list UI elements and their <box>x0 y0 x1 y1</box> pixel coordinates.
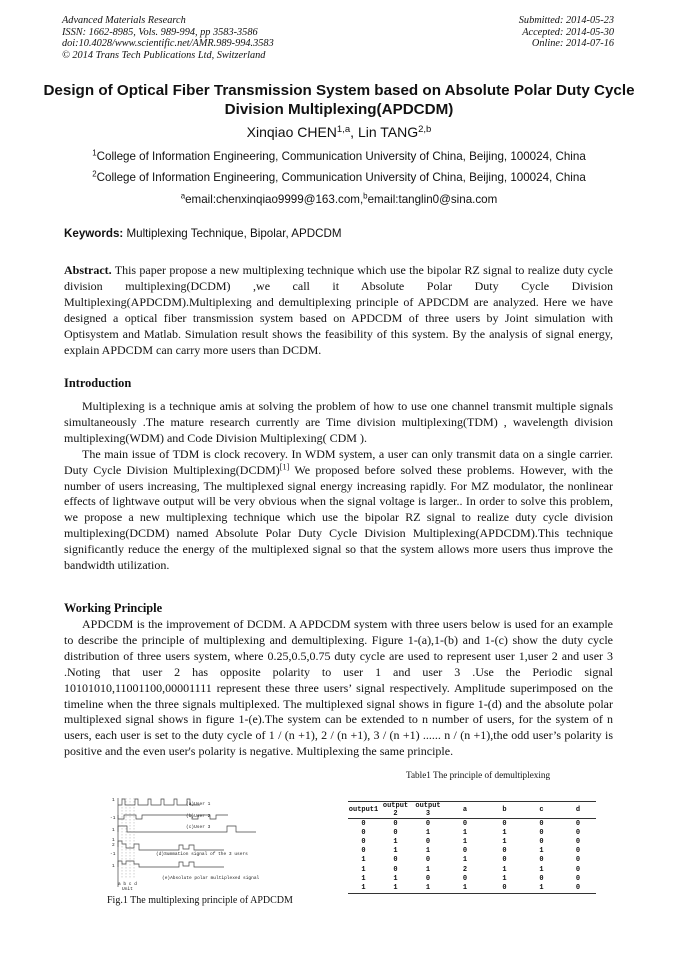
paper-title: Design of Optical Fiber Transmission System based on Absolute Polar Duty Cycle Division Multiplexing(APDCDM) <box>43 82 635 118</box>
keywords <box>64 227 342 240</box>
table-cell: 0 <box>425 856 431 865</box>
table-cell: 0 <box>486 883 523 893</box>
table-cell: 1 <box>379 883 412 893</box>
accepted-date: Accepted: 2014-05-30 <box>522 26 614 38</box>
introduction-heading: Introduction <box>64 376 132 390</box>
table-cell: 1 <box>348 883 379 893</box>
table-caption: Table1 The principle of demultiplexing <box>406 770 551 780</box>
table-cell: 0 <box>393 819 398 828</box>
abstract-text: This paper propose a new multiplexing technique which use the bipolar RZ signal to realize duty cycle division multiplexing(DCDM) ,we call it Absolute Polar Duty Cycle Division Multiplexing(APDCDM).Multiplexing and demultiplexing principle of APDCDM are analyzed. Here we have designed a optical fiber transmission system based on APDCDM of three users by Joint simulation with Optisystem and Matlab. Simulation result shows the feasibility of this system. By the analysis of signal energy, explain APDCDM can carry more users than DCDM. <box>64 263 613 357</box>
table-cell: 1 <box>425 847 431 856</box>
table-cell: 0 <box>361 828 366 837</box>
table-row <box>348 874 596 883</box>
table-cell: 1 <box>361 856 366 865</box>
affiliation-1 <box>0 150 678 163</box>
table-cell: 0 <box>575 837 581 846</box>
author-1: Xinqiao CHEN <box>246 124 337 140</box>
email-a[interactable]: email:chenxinqiao9999@163.com, <box>185 193 364 206</box>
fig-tick-4: 1 <box>112 838 115 843</box>
table-cell: 0 <box>502 856 507 865</box>
fig-tick-5: 2 <box>112 843 115 848</box>
copyright-line: © 2014 Trans Tech Publications Ltd, Switzerland <box>62 49 266 61</box>
table-cell: 0 <box>575 856 581 865</box>
fig-unit-label: Unit <box>122 887 133 891</box>
user2-waveform <box>118 815 228 819</box>
keywords-label: Keywords: <box>64 227 124 240</box>
table-cell: 0 <box>575 847 581 856</box>
fig-tick-1: 1 <box>112 798 115 803</box>
table-cell: 0 <box>539 828 544 837</box>
table-cell: 0 <box>539 837 544 846</box>
table-header-cell: b <box>486 802 523 819</box>
fig-label-d: (d)Summation signal of the 3 users <box>156 852 248 857</box>
table-row <box>348 837 596 846</box>
figure-caption: Fig.1 The multiplexing principle of APDCDM <box>107 895 293 906</box>
affiliation-2-sup: 2 <box>92 169 97 179</box>
intro-paragraph-2 <box>64 447 613 574</box>
online-date: Online: 2014-07-16 <box>531 38 614 50</box>
table-cell: 0 <box>393 865 398 874</box>
sum-waveform <box>118 841 224 850</box>
author-sep: , <box>350 124 358 140</box>
table-cell: 0 <box>425 837 431 846</box>
table-cell: 1 <box>361 865 366 874</box>
intro-p2-end: We proposed before solved these problems. However, with the number of users increasing, The multiplexed signal energy increasing rapidly. For MZ modulator, the nonlinear effects of lightwave output will be very obvious when the signal voltage is larger.. In order to solve this problem, we propose a new multiplexing technique which use the bipolar RZ signal to realize duty cycle division multiplexing(DCDM) named Absolute Polar Duty Cycle Division Multiplexing(APDCDM).This technique significantly reduce the energy of the multiplexed signal so that the system allows more users thus improve the bandwidth utilization. <box>64 462 613 573</box>
table-cell: 1 <box>425 828 431 837</box>
table-cell: 0 <box>393 828 398 837</box>
table-cell: 0 <box>502 847 507 856</box>
table-cell: 0 <box>560 883 596 893</box>
table-cell: 1 <box>462 856 468 865</box>
working-principle-heading: Working Principle <box>64 601 163 615</box>
table-cell: 1 <box>462 828 468 837</box>
fig-tick-3: 1 <box>112 828 115 833</box>
table-cell: 1 <box>462 837 468 846</box>
table-cell: 1 <box>502 828 507 837</box>
table-cell: 0 <box>502 819 507 828</box>
author-2: Lin TANG <box>357 124 419 140</box>
table-cell: 1 <box>412 883 444 893</box>
table-header-cell: d <box>560 802 596 819</box>
table-cell: 1 <box>393 837 398 846</box>
journal-header <box>62 15 274 61</box>
journal-name: Advanced Materials Research <box>62 15 186 26</box>
table-row <box>348 883 596 893</box>
email-b-sup: b <box>363 191 368 201</box>
table-cell: 0 <box>393 856 398 865</box>
demux-table <box>348 801 596 894</box>
table-cell: 2 <box>462 865 468 874</box>
table-header-cell: output 2 <box>379 802 412 819</box>
table-cell: 1 <box>361 874 366 883</box>
doi-line: doi:10.4028/www.scientific.net/AMR.989-994.3583 <box>62 38 274 50</box>
affiliation-1-text: College of Information Engineering, Communication University of China, Beijing, 100024, China <box>96 150 586 163</box>
email-a-sup: a <box>180 191 186 201</box>
affiliation-1-sup: 1 <box>92 148 97 158</box>
fig-tick-6: -1 <box>110 852 116 857</box>
table-cell: 0 <box>462 874 468 883</box>
table-row <box>348 819 596 829</box>
issn-line: ISSN: 1662-8985, Vols. 989-994, pp 3583-3586 <box>62 26 258 38</box>
table-cell: 1 <box>393 874 398 883</box>
table-row <box>348 856 596 865</box>
table-cell: 0 <box>462 847 468 856</box>
fig-tick-7: 1 <box>112 864 115 869</box>
author-line <box>0 124 678 140</box>
table-header-cell: c <box>523 802 560 819</box>
table-cell: 0 <box>575 874 581 883</box>
fig-label-b: (b)User 2 <box>186 814 211 819</box>
working-paragraph-1: APDCDM is the improvement of DCDM. A APDCDM system with three users below is used for an example to describe the principle of multiplexing and demultiplexing. Figure 1-(a),1-(b) and 1-(c) show the duty cycle distribution of three users system, where 0.25,0.5,0.75 duty cycle are used to represent user 1,user 2 and user 3 .Noting that user 2 has opposite polarity to user 1 and user 3 .Use the Periodic signal 10101010,11001100,00001111 represent these three users’ signal respectively. Amplitude superimposed on the timeline when the three signals multiplexed. The multiplexed signal shows in figure 1-(d) and the absolute polar multiplexed signal shows in figure 1-(e).The system can be extended to n number of users, for the system of n users, each user is set to the duty cycle of 1 / (n +1), 2 / (n +1), 3 / (n +1) ...... n / (n +1),the odd user’s polarity is positive and the even user's polarity is negative. Multiplexing the same principle. <box>64 617 613 759</box>
dates-header <box>519 15 614 50</box>
intro-paragraph-1: Multiplexing is a technique amis at solving the problem of how to use one channel transmit multiple signals simultaneously .The mature research currently are Time division multiplexing(TDM) , wavelength division multiplexing(WDM) and Code Division Multiplexing( CDM ). <box>64 399 613 445</box>
email-line <box>0 193 678 206</box>
table-cell: 0 <box>361 837 366 846</box>
keywords-text: Multiplexing Technique, Bipolar, APDCDM <box>123 227 342 240</box>
submitted-date: Submitted: 2014-05-23 <box>518 15 614 26</box>
table-cell: 0 <box>361 819 366 828</box>
citation-ref[interactable]: [1] <box>279 462 290 472</box>
working-principle-body <box>64 617 613 760</box>
fig-label-a: (a)User 1 <box>186 802 211 807</box>
table-cell: 0 <box>539 856 544 865</box>
table-cell: 0 <box>425 874 431 883</box>
affiliation-2-text: College of Information Engineering, Communication University of China, Beijing, 100024, China <box>96 171 586 184</box>
table-row <box>348 828 596 837</box>
table-cell: 0 <box>575 819 581 828</box>
table-cell: 0 <box>539 874 544 883</box>
table-row <box>348 865 596 874</box>
table-cell: 0 <box>539 819 544 828</box>
table-cell: 0 <box>575 865 581 874</box>
fig-label-c: (c)User 3 <box>186 825 211 830</box>
table-cell: 1 <box>539 847 544 856</box>
table-cell: 1 <box>502 837 507 846</box>
table-cell: 1 <box>539 865 544 874</box>
abstract-label: Abstract. <box>64 263 112 277</box>
table-cell: 1 <box>502 865 507 874</box>
fig-tick-2: -1 <box>110 816 116 821</box>
affiliation-2 <box>0 171 678 184</box>
author-1-sup: 1,a <box>336 123 351 135</box>
table-cell: 0 <box>425 819 431 828</box>
email-b[interactable]: email:tanglin0@sina.com <box>367 193 498 206</box>
fig-bottom-ticks: a b c d <box>118 882 137 887</box>
table-cell: 1 <box>444 883 486 893</box>
multiplexing-figure <box>110 795 280 891</box>
intro-p2-start: The main issue of TDM is clock recovery. In WDM system, a user can only transmit data on a single carrier. Duty Cycle Division Multiplexing(DCDM) <box>64 446 613 477</box>
table-header-cell: output 3 <box>412 802 444 819</box>
abstract <box>64 263 613 358</box>
fig-label-e: (e)Absolute polar multiplexed signal <box>162 876 260 881</box>
table-cell: 1 <box>393 847 398 856</box>
table-header-cell: a <box>444 802 486 819</box>
table-cell: 1 <box>502 874 507 883</box>
table-cell: 0 <box>361 847 366 856</box>
table-cell: 1 <box>523 883 560 893</box>
author-2-sup: 2,b <box>418 123 432 135</box>
table-cell: 0 <box>575 828 581 837</box>
table-row <box>348 847 596 856</box>
table-cell: 0 <box>462 819 468 828</box>
table-header-cell: output1 <box>348 802 379 819</box>
table-cell: 1 <box>425 865 431 874</box>
introduction-body <box>64 399 613 574</box>
